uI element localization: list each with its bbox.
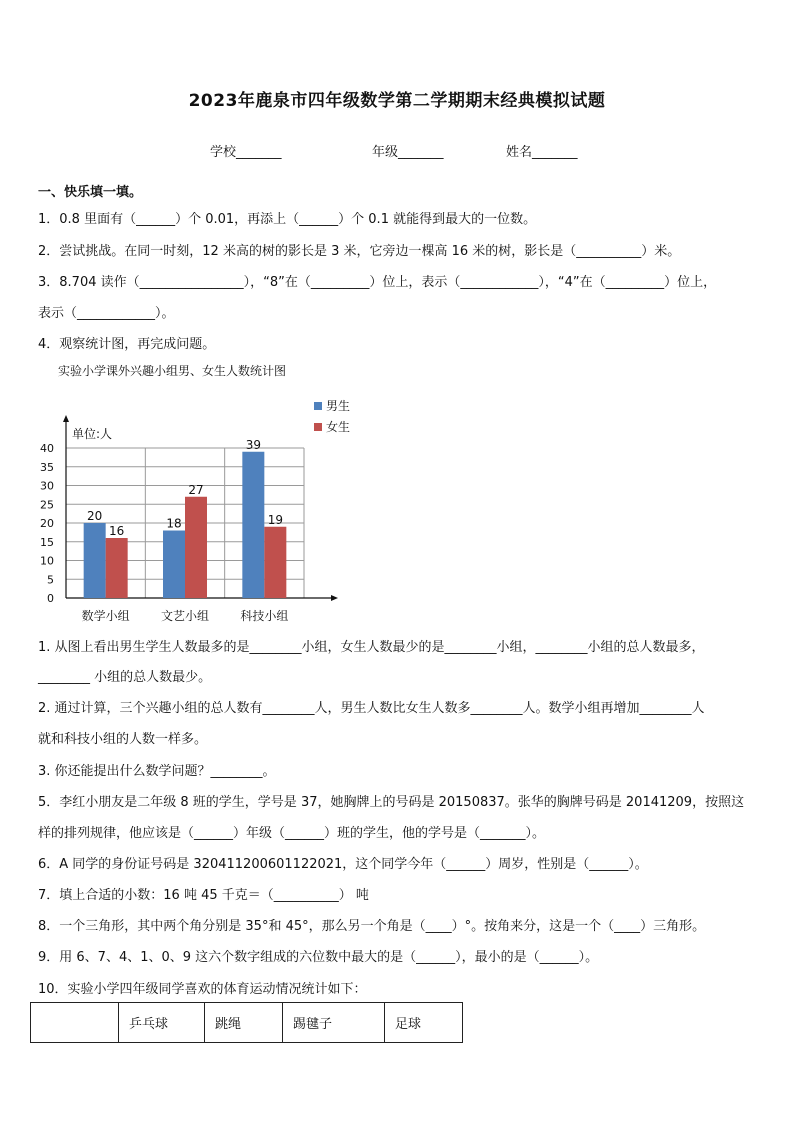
question-3-line-2: 表示（____________）。 [38, 306, 175, 321]
x-tick-label: 文艺小组 [160, 609, 210, 623]
section-heading: 一、快乐填一填。 [38, 185, 143, 200]
table-header-cell [31, 1003, 119, 1043]
question-7: 7．填上合适的小数：16 吨 45 千克＝（__________） 吨 [38, 888, 369, 903]
data-label: 16 [109, 524, 125, 538]
bar [106, 538, 128, 598]
bar [163, 531, 185, 599]
question-5-line-2: 样的排列规律，他应该是（______）年级（______）班的学生，他的学号是（_______）。 [38, 826, 546, 841]
question-4-sub-1-line-1: 1. 从图上看出男生学生人数最多的是________小组，女生人数最少的是________小组，________小组的总人数最多， [38, 640, 705, 655]
x-tick-label: 科技小组 [240, 609, 289, 623]
y-tick-label: 10 [40, 554, 54, 568]
table-header-cell: 足球 [385, 1003, 463, 1043]
legend-label: 女生 [326, 420, 351, 434]
legend-swatch [314, 423, 322, 431]
question-4: 4．观察统计图，再完成问题。 [38, 337, 216, 352]
y-tick-label: 20 [40, 517, 54, 530]
question-3-line-1: 3．8.704 读作（________________），“8”在（_________）位上，表示（____________），“4”在（_________）位上， [38, 275, 717, 290]
data-label: 39 [245, 437, 261, 452]
y-tick-label: 15 [40, 535, 54, 549]
table-header-cell: 乒乓球 [119, 1003, 205, 1043]
table-row [31, 1003, 463, 1043]
question-6: 6．A 同学的身份证号码是 320411200601122021，这个同学今年（______）周岁，性别是（______）。 [38, 857, 648, 872]
y-tick-label: 40 [40, 442, 54, 455]
x-tick-label: 数学小组 [81, 609, 130, 623]
question-9: 9．用 6、7、4、1、0、9 这六个数字组成的六位数中最大的是（______），最小的是（______）。 [38, 950, 599, 965]
question-2: 2．尝试挑战。在同一时刻，12 米高的树的影长是 3 米，它旁边一棵高 16 米的树，影长是（__________）米。 [38, 244, 681, 259]
legend-label: 男生 [326, 399, 351, 413]
y-tick-label: 5 [47, 573, 54, 587]
data-label: 18 [166, 516, 182, 531]
bar-chart [28, 388, 368, 628]
question-4-sub-1-line-2: ________ 小组的总人数最少。 [38, 670, 212, 685]
bar [264, 527, 286, 598]
data-label: 27 [188, 482, 204, 497]
page-title: 2023年鹿泉市四年级数学第二学期期末经典模拟试题 [188, 91, 606, 111]
question-1: 1．0.8 里面有（______）个 0.01，再添上（______）个 0.1 就能得到最大的一位数。 [38, 212, 537, 227]
school-field[interactable]: 学校_______ [210, 145, 282, 160]
x-axis-arrow [331, 595, 338, 601]
y-tick-label: 35 [40, 460, 54, 474]
y-axis-arrow [63, 415, 69, 422]
table-header-cell: 跳绳 [205, 1003, 283, 1043]
question-4-sub-2-line-1: 2. 通过计算，三个兴趣小组的总人数有________人，男生人数比女生人数多________人。数学小组再增加________人 [38, 701, 705, 716]
question-4-sub-3: 3. 你还能提出什么数学问题？________。 [38, 764, 276, 779]
sports-table [30, 1002, 463, 1043]
grade-field[interactable]: 年级_______ [372, 145, 444, 160]
data-label: 19 [267, 512, 283, 527]
bar [242, 452, 264, 598]
bar [84, 523, 106, 598]
y-axis-label: 单位:人 [72, 427, 113, 441]
bar [185, 497, 207, 598]
question-10: 10．实验小学四年级同学喜欢的体育运动情况统计如下： [38, 982, 367, 997]
data-label: 20 [87, 509, 103, 523]
question-5-line-1: 5．李红小朋友是二年级 8 班的学生，学号是 37，她胸牌上的号码是 20150837。张华的胸牌号码是 20141209，按照这 [38, 795, 745, 810]
question-4-sub-2-line-2: 就和科技小组的人数一样多。 [38, 732, 208, 747]
chart-title: 实验小学课外兴趣小组男、女生人数统计图 [58, 364, 287, 378]
name-field[interactable]: 姓名_______ [506, 145, 578, 160]
question-8: 8．一个三角形，其中两个角分别是 35°和 45°，那么另一个角是（____）°。按角来分，这是一个（____）三角形。 [38, 919, 706, 934]
y-tick-label: 0 [47, 592, 54, 605]
y-tick-label: 25 [40, 498, 54, 512]
table-header-cell: 踢毽子 [283, 1003, 385, 1043]
y-tick-label: 30 [40, 479, 54, 493]
legend-swatch [314, 402, 322, 410]
